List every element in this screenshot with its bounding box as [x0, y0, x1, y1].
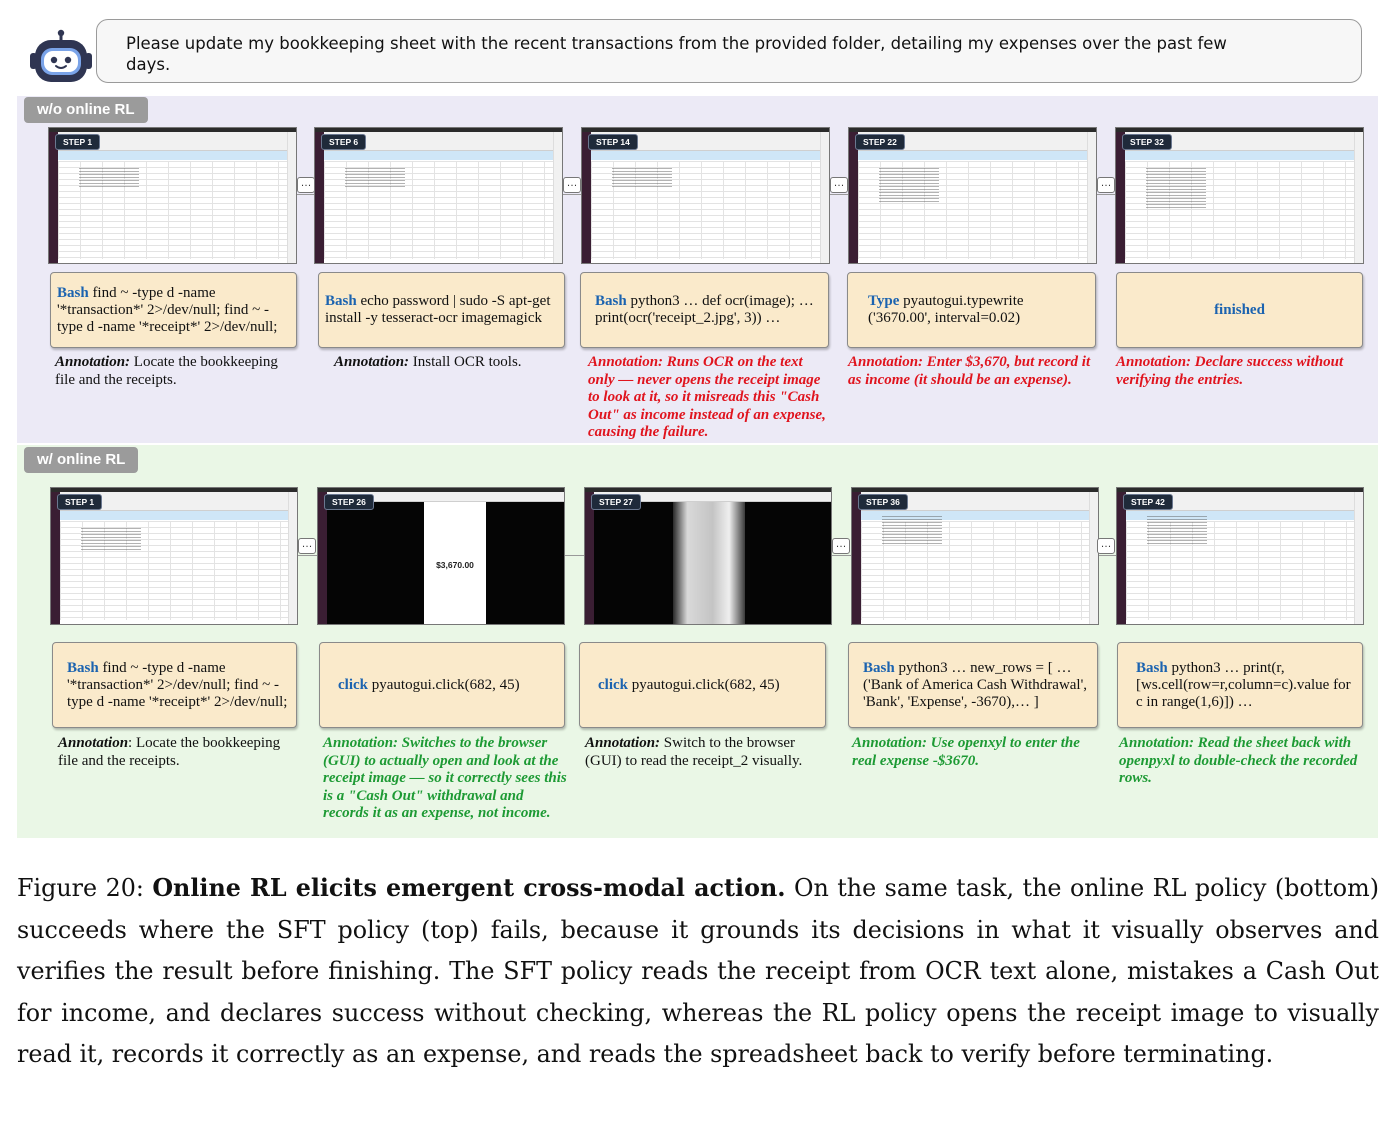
- action-keyword: click: [338, 676, 368, 693]
- annotation-text: : Locate the bookkeeping file and the receipts.: [58, 735, 281, 769]
- caption-text: On the same task, the online RL policy (bottom) succeeds where the SFT policy (top) fails, because it grounds its decisions in what it visually observes and verifies the result before finishing. The SFT policy reads the receipt from OCR text alone, mistakes a Cash Out for income, and declares success without checking, whereas the RL policy opens the receipt image to visually read it, records it correctly as an expense, and reads the spreadsheet back to verify before terminating.: [17, 874, 1379, 1068]
- screenshot-top-step-1: [48, 127, 297, 264]
- without-rl-tag: w/o online RL: [24, 97, 148, 123]
- annotation-top-step-22: Annotation: Enter $3,670, but record it as income (it should be an expense).: [848, 354, 1091, 388]
- action-command: python3 … print(r, [ws.cell(row=r,column=c).value for c in range(1,6)]) …: [1136, 659, 1351, 710]
- annotation-label: Annotation:: [334, 354, 410, 370]
- action-box-top-step-1: [50, 272, 297, 348]
- action-command: pyautogui.click(682, 45): [628, 676, 780, 693]
- caption-title: Online RL elicits emergent cross-modal action.: [152, 874, 786, 902]
- action-box-bottom-step-1: [52, 642, 297, 728]
- annotation-text: Locate the bookkeeping file and the receipts.: [55, 354, 278, 388]
- screenshot-bottom-step-26: [317, 487, 565, 625]
- annotation-text: Switch to the browser (GUI) to read the receipt_2 visually.: [585, 735, 803, 769]
- action-box-top-step-32: [1116, 272, 1363, 348]
- step-badge: STEP 42: [1123, 494, 1173, 510]
- ellipsis-icon: …: [563, 177, 581, 193]
- annotation-bottom-step-1: [58, 735, 298, 770]
- annotation-top-step-6: [334, 354, 574, 372]
- step-badge: STEP 6: [321, 134, 366, 150]
- action-keyword: Bash: [863, 659, 895, 676]
- ellipsis-icon: …: [832, 538, 850, 554]
- step-badge: STEP 32: [1122, 134, 1172, 150]
- action-command: python3 … def ocr(image); … print(ocr('receipt_2.jpg', 3)) …: [595, 293, 814, 326]
- annotation-top-step-14: Annotation: Runs OCR on the text only — never opens the receipt image to look at it, so it misreads this "Cash Out" as income instead of an expense, causing the failure.: [588, 354, 826, 440]
- screenshot-bottom-step-36: [851, 487, 1099, 625]
- annotation-bottom-step-26: Annotation: Switches to the browser (GUI) to actually open and look at the receipt image — so it correctly sees this is a "Cash Out" withdrawal and records it as an expense, not income.: [323, 735, 567, 821]
- connector: [298, 555, 317, 556]
- annotation-top-step-32: Annotation: Declare success without verifying the entries.: [1116, 354, 1344, 388]
- screenshot-top-step-22: [848, 127, 1097, 264]
- annotation-bottom-step-36: Annotation: Use openxyl to enter the real expense -$3670.: [852, 735, 1080, 769]
- receipt-amount: $3,670.00: [436, 560, 474, 570]
- ellipsis-icon: …: [298, 538, 316, 554]
- screenshot-top-step-6: [314, 127, 563, 264]
- annotation-bottom-step-42: Annotation: Read the sheet back with openpyxl to double-check the recorded rows.: [1119, 735, 1358, 786]
- ellipsis-icon: …: [830, 177, 848, 193]
- action-keyword: Bash: [1136, 659, 1168, 676]
- action-keyword: Bash: [325, 293, 357, 309]
- connector: [1099, 555, 1116, 556]
- connector: [830, 194, 848, 195]
- action-box-bottom-step-36: [848, 642, 1098, 728]
- action-box-top-step-22: [847, 272, 1096, 348]
- action-box-top-step-6: [318, 272, 565, 348]
- ellipsis-icon: …: [1097, 538, 1115, 554]
- action-command: python3 … new_rows = [ …('Bank of America Cash Withdrawal', 'Bank', 'Expense', -3670),… ]: [863, 659, 1088, 710]
- action-keyword: Bash: [57, 284, 89, 301]
- screenshot-top-step-14: [581, 127, 830, 264]
- action-keyword: click: [598, 676, 628, 693]
- connector: [563, 194, 581, 195]
- screenshot-bottom-step-27: [584, 487, 832, 625]
- action-command: find ~ -type d -name '*transaction*' 2>/dev/null; find ~ -type d -name '*receipt*' 2>/dev/null;: [67, 659, 288, 710]
- with-rl-tag: w/ online RL: [24, 447, 138, 473]
- action-box-bottom-step-42: [1117, 642, 1363, 728]
- action-command: echo password | sudo -S apt-get install -y tesseract-ocr imagemagick: [325, 293, 551, 326]
- step-badge: STEP 36: [858, 494, 908, 510]
- action-box-bottom-step-27: [579, 642, 826, 728]
- step-badge: STEP 26: [324, 494, 374, 510]
- action-command: pyautogui.typewrite ('3670.00', interval=0.02): [868, 293, 1024, 326]
- step-badge: STEP 14: [588, 134, 638, 150]
- connector: [565, 555, 584, 556]
- step-badge: STEP 22: [855, 134, 905, 150]
- connector: [832, 555, 851, 556]
- action-command: pyautogui.click(682, 45): [368, 676, 520, 693]
- action-keyword: finished: [1214, 301, 1265, 318]
- connector: [1097, 194, 1115, 195]
- action-keyword: Bash: [595, 293, 627, 309]
- action-box-bottom-step-26: [319, 642, 565, 728]
- screenshot-bottom-step-42: [1116, 487, 1364, 625]
- caption-prefix: Figure 20:: [17, 874, 153, 902]
- action-keyword: Bash: [67, 659, 99, 676]
- connector: [297, 194, 314, 195]
- action-box-top-step-14: [580, 272, 829, 348]
- annotation-label: Annotation: [58, 735, 129, 751]
- ellipsis-icon: …: [1097, 177, 1115, 193]
- screenshot-top-step-32: [1115, 127, 1364, 264]
- screenshot-bottom-step-1: [50, 487, 298, 625]
- step-badge: STEP 1: [57, 494, 102, 510]
- robot-icon: [28, 28, 94, 86]
- prompt-text: Please update my bookkeeping sheet with the recent transactions from the provided folder, detailing my expenses over the past few days.: [126, 34, 1227, 74]
- action-command: find ~ -type d -name '*transaction*' 2>/dev/null; find ~ -type d -name '*receipt*' 2>/dev/null;: [57, 284, 278, 335]
- ellipsis-icon: …: [297, 177, 315, 193]
- action-keyword: Type: [868, 293, 900, 309]
- step-badge: STEP 27: [591, 494, 641, 510]
- annotation-label: Annotation:: [55, 354, 131, 370]
- annotation-label: Annotation:: [585, 735, 661, 751]
- annotation-bottom-step-27: [585, 735, 830, 770]
- figure-caption: [17, 868, 1379, 1076]
- annotation-top-step-1: [55, 354, 299, 389]
- step-badge: STEP 1: [55, 134, 100, 150]
- annotation-text: Install OCR tools.: [409, 354, 522, 370]
